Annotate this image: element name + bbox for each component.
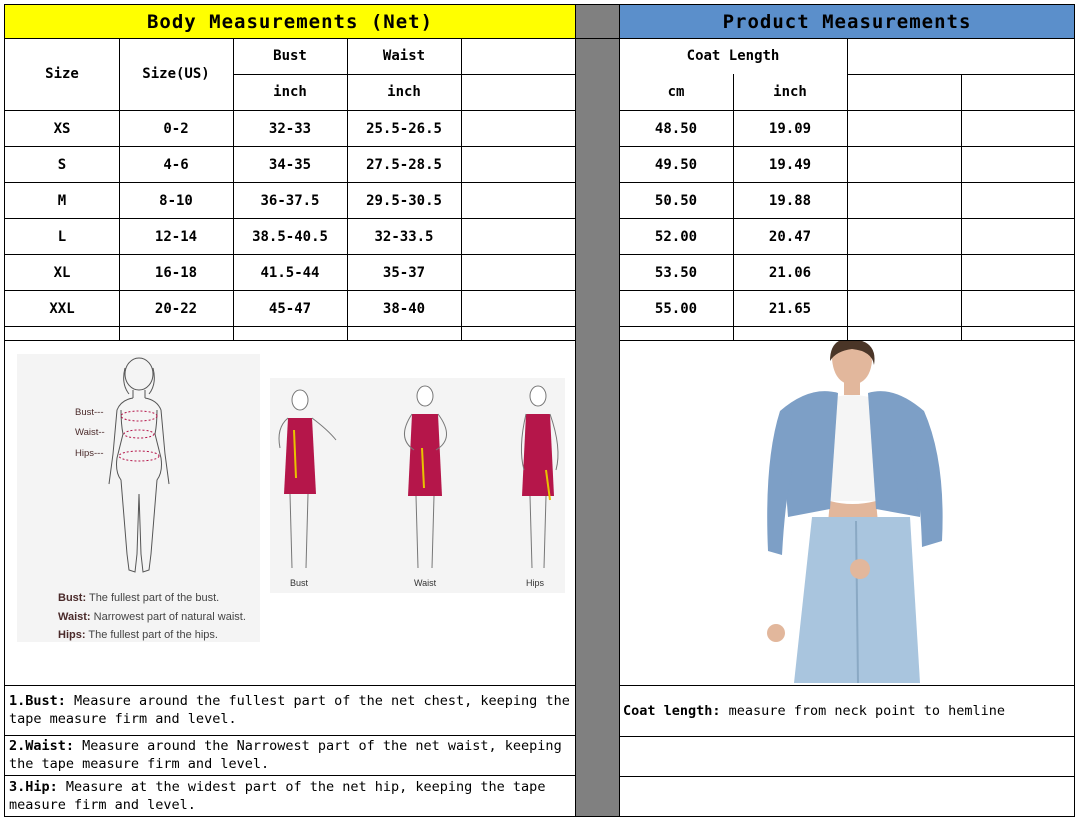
cell-us: 8-10 [159, 193, 193, 209]
cell-inch: 20.47 [768, 229, 812, 245]
body-measurements-title: Body Measurements (Net) [146, 10, 434, 33]
product-measurements-title: Product Measurements [722, 10, 972, 33]
note-hip-text: Measure at the widest part of the net hip, keeping the tape measure firm and level. [9, 779, 546, 813]
note-waist-label: 2.Waist: [9, 738, 75, 754]
header-waist-unit: inch [387, 84, 421, 100]
grid-hline [4, 4, 1075, 5]
note-bust [5, 686, 575, 734]
header-bust-unit: inch [273, 84, 307, 100]
cell-us: 4-6 [163, 157, 189, 173]
dress-figure-hips [521, 386, 558, 568]
cell-size: XS [53, 121, 71, 137]
cell-size: XXL [49, 301, 75, 317]
grid-hline [4, 816, 1075, 817]
header-size: Size [45, 66, 79, 82]
waist-definition-label: Waist: [58, 611, 91, 623]
cell-bust: 32-33 [268, 121, 312, 137]
grid-vline [961, 74, 962, 340]
note-waist [5, 735, 575, 775]
note-hip [5, 776, 575, 816]
cell-bust: 41.5-44 [260, 265, 320, 281]
waist-definition-text: Narrowest part of natural waist. [93, 611, 246, 623]
waist-definition [58, 611, 246, 623]
cell-bust: 34-35 [268, 157, 312, 173]
cell-inch: 21.65 [768, 301, 812, 317]
body-outline-figure [17, 354, 260, 584]
cell-waist: 27.5-28.5 [366, 157, 442, 173]
cell-waist: 32-33.5 [374, 229, 434, 245]
cell-size: XL [53, 265, 71, 281]
fig-label-hips: Hips [526, 578, 545, 588]
header-coat-length: Coat Length [686, 48, 780, 64]
fig-label-bust: Bust [290, 578, 309, 588]
grid-hline [619, 736, 1075, 737]
bust-definition-text: The fullest part of the bust. [88, 592, 220, 604]
note-bust-label: 1.Bust: [9, 693, 66, 709]
cell-us: 12-14 [154, 229, 198, 245]
header-bust: Bust [273, 48, 307, 64]
note-coat-text: measure from neck point to hemline [720, 703, 1006, 719]
cell-cm: 55.00 [654, 301, 698, 317]
cell-waist: 29.5-30.5 [366, 193, 442, 209]
cell-size: M [57, 193, 67, 209]
note-coat-length [619, 686, 1075, 736]
cell-waist: 25.5-26.5 [366, 121, 442, 137]
cell-inch: 19.88 [768, 193, 812, 209]
grid-vline [575, 4, 576, 816]
cell-cm: 52.00 [654, 229, 698, 245]
cell-cm: 49.50 [654, 157, 698, 173]
bust-definition [58, 592, 219, 604]
hips-definition-label: Hips: [58, 629, 86, 641]
note-hip-label: 3.Hip: [9, 779, 58, 795]
hips-definition [58, 629, 218, 641]
hips-definition-text: The fullest part of the hips. [88, 629, 218, 641]
cell-waist: 38-40 [382, 301, 426, 317]
cell-inch: 19.49 [768, 157, 812, 173]
bust-definition-label: Bust: [58, 592, 87, 604]
cell-us: 0-2 [163, 121, 189, 137]
diagram-bust-tag: Bust--- [75, 407, 104, 418]
dress-figures [270, 378, 565, 578]
header-inch-unit: inch [773, 84, 807, 100]
cell-cm: 53.50 [654, 265, 698, 281]
cell-bust: 36-37.5 [260, 193, 320, 209]
cell-bust: 38.5-40.5 [252, 229, 328, 245]
grid-hline [619, 776, 1075, 777]
cell-us: 16-18 [154, 265, 198, 281]
cell-cm: 48.50 [654, 121, 698, 137]
note-bust-text: Measure around the fullest part of the net chest, keeping the tape measure firm and level. [9, 693, 570, 727]
grid-vline [461, 38, 462, 340]
note-coat-label: Coat length: [623, 703, 721, 719]
cell-inch: 21.06 [768, 265, 812, 281]
grid-hline [4, 340, 575, 341]
cell-bust: 45-47 [268, 301, 312, 317]
product-photo-denim-jacket [760, 341, 950, 683]
dress-figure-waist [404, 386, 446, 568]
dress-figure-bust [279, 390, 336, 568]
cell-inch: 19.09 [768, 121, 812, 137]
note-waist-text: Measure around the Narrowest part of the net waist, keeping the tape measure firm and level. [9, 738, 562, 772]
cell-waist: 35-37 [382, 265, 426, 281]
header-waist: Waist [382, 48, 426, 64]
gray-separator [575, 4, 619, 816]
grid-vline [847, 38, 848, 340]
diagram-waist-tag: Waist-- [75, 427, 105, 438]
cell-us: 20-22 [154, 301, 198, 317]
header-cm-unit: cm [667, 84, 685, 100]
header-size-us: Size(US) [142, 66, 210, 82]
cell-size: L [57, 229, 67, 245]
diagram-hips-tag: Hips--- [75, 448, 104, 459]
cell-cm: 50.50 [654, 193, 698, 209]
cell-size: S [57, 157, 67, 173]
fig-label-waist: Waist [414, 578, 437, 588]
